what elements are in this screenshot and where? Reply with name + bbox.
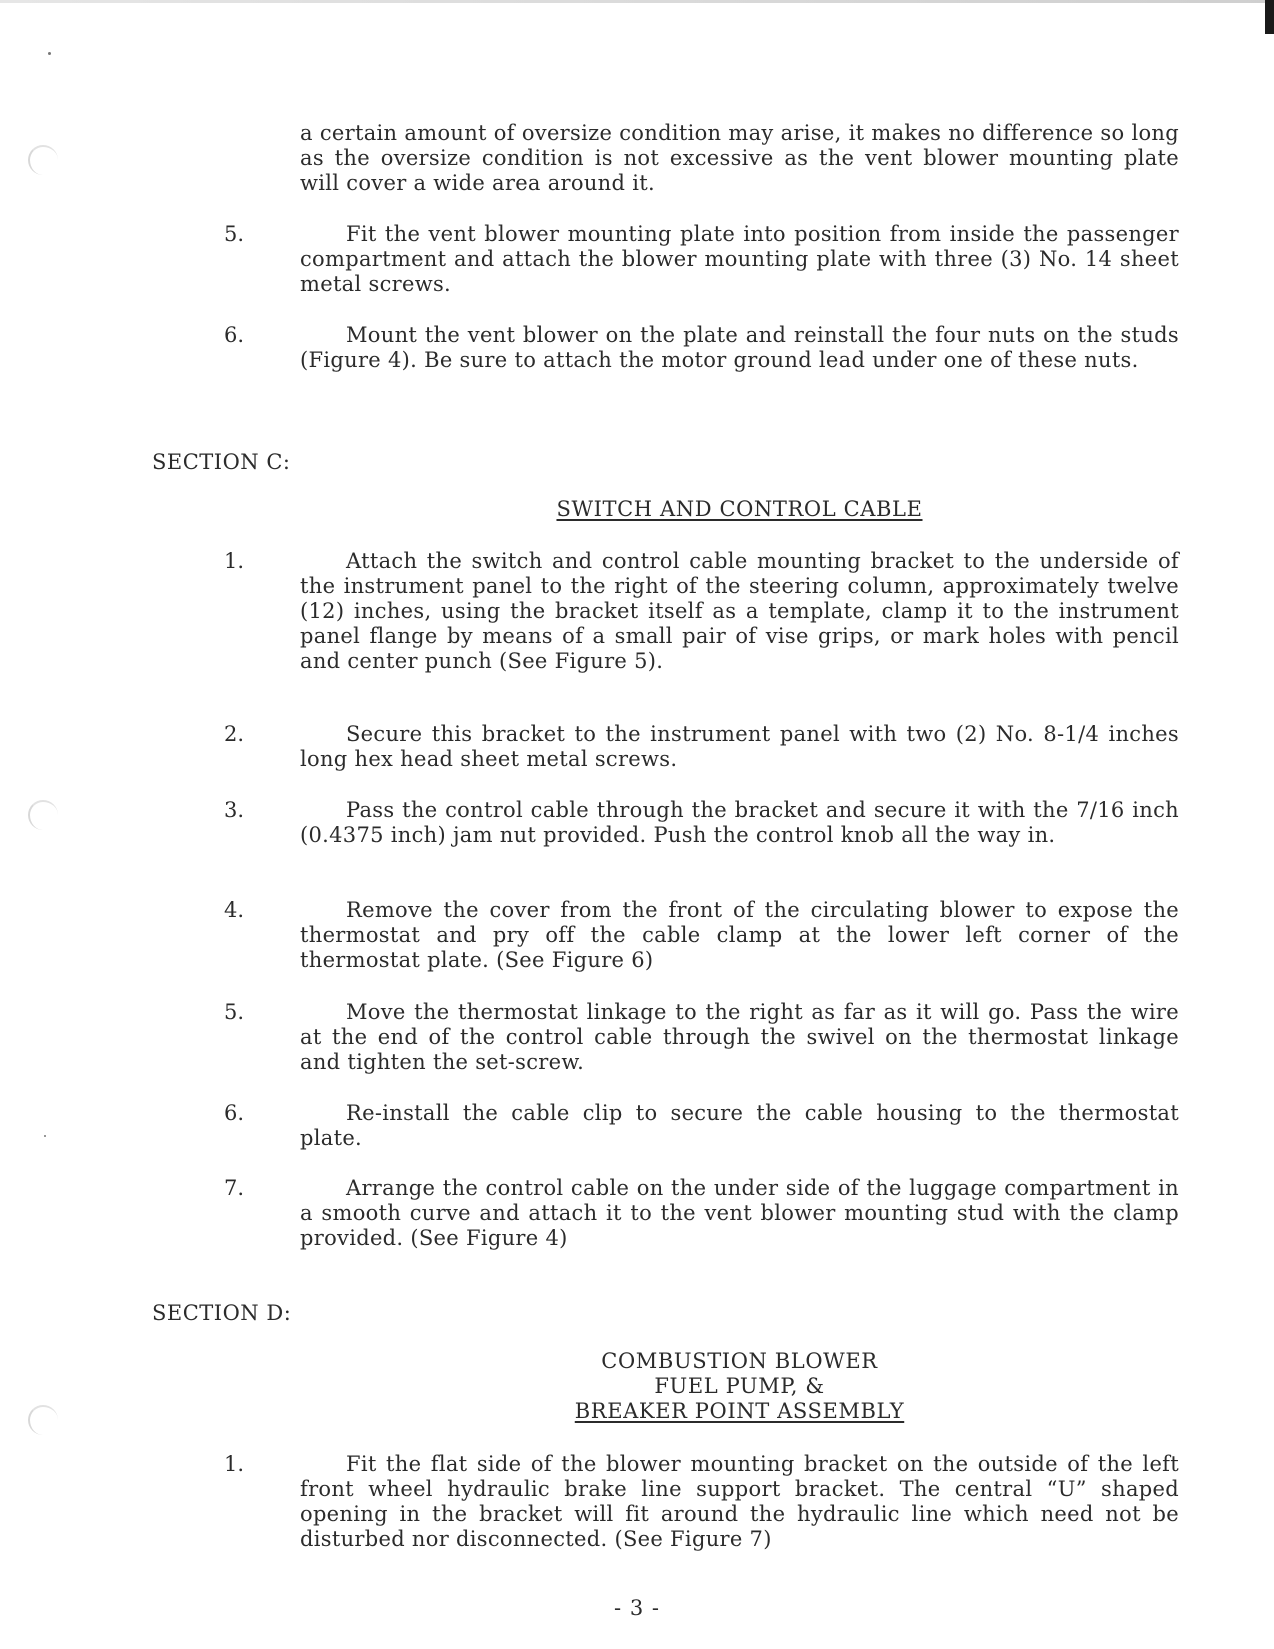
section-c-title [300,497,1179,522]
hole-punch-mark-top [28,145,58,175]
step-text: Arrange the control cable on the under side of the luggage compartment in a smooth curve and attach it to the vent blower mounting stud with the clamp provided. (See Figure 4) [300,1176,1179,1250]
step-number: 2. [224,722,245,746]
hole-punch-mark-bottom [28,1405,58,1435]
step-text: Attach the switch and control cable mounting bracket to the underside of the instrument panel to the right of the steering column, approximately twelve (12) inches, using the bracket itself as a template, clamp it to the instrument panel flange by means of a small pair of vise grips, or mark holes with pencil and center punch (See Figure 5). [300,549,1179,673]
step-number: 1. [224,1452,245,1476]
section-c-label: SECTION C: [152,450,291,474]
step-text: Fit the vent blower mounting plate into position from inside the passenger compartment and attach the blower mounting plate with three (3) No. 14 sheet metal screws. [300,222,1179,296]
step-number: 7. [224,1176,245,1200]
scan-speck [44,1135,46,1137]
step-text: Remove the cover from the front of the circulating blower to expose the thermostat and pry off the cable clamp at the lower left corner of the thermostat plate. (See Figure 6) [300,898,1179,972]
section-d-title-line-2: FUEL PUMP, & [654,1374,825,1398]
continuation-paragraph: a certain amount of oversize condition may arise, it makes no difference so long as the oversize condition is not excessive as the vent blower mounting plate will cover a wide area around it. [300,121,1179,195]
scan-speck [48,52,51,55]
step-number: 4. [224,898,245,922]
step-text: Fit the flat side of the blower mounting bracket on the outside of the left front wheel hydraulic brake line support bracket. The central “U” shaped opening in the bracket will fit around the hydraulic line which need not be disturbed nor disconnected. (See Figure 7) [300,1452,1179,1551]
section-d-label: SECTION D: [152,1301,292,1325]
page-top-edge [0,0,1274,3]
section-d-title-line-3-text: BREAKER POINT ASSEMBLY [574,1399,905,1423]
step-text: Re-install the cable clip to secure the cable housing to the thermostat plate. [300,1101,1179,1150]
step-number: 3. [224,798,245,822]
step-text: Mount the vent blower on the plate and reinstall the four nuts on the studs (Figure 4). Be sure to attach the motor ground lead under one of these nuts. [300,323,1179,372]
step-number: 5. [224,1000,245,1024]
step-text: Pass the control cable through the bracket and secure it with the 7/16 inch (0.4375 inch) jam nut provided. Push the control knob all the way in. [300,798,1179,847]
step-number: 5. [224,222,245,246]
section-d-title-line-1: COMBUSTION BLOWER [601,1349,878,1373]
page-edge-shadow [1265,0,1274,34]
page-number: - 3 - [614,1596,660,1620]
step-text: Secure this bracket to the instrument panel with two (2) No. 8-1/4 inches long hex head sheet metal screws. [300,722,1179,771]
step-number: 6. [224,1101,245,1125]
step-text: Move the thermostat linkage to the right as far as it will go. Pass the wire at the end of the control cable through the swivel on the thermostat linkage and tighten the set-screw. [300,1000,1179,1074]
hole-punch-mark-middle [28,800,58,830]
section-c-title-text: SWITCH AND CONTROL CABLE [556,497,923,521]
step-number: 1. [224,549,245,573]
section-d-title-line-3 [300,1399,1179,1424]
step-number: 6. [224,323,245,347]
